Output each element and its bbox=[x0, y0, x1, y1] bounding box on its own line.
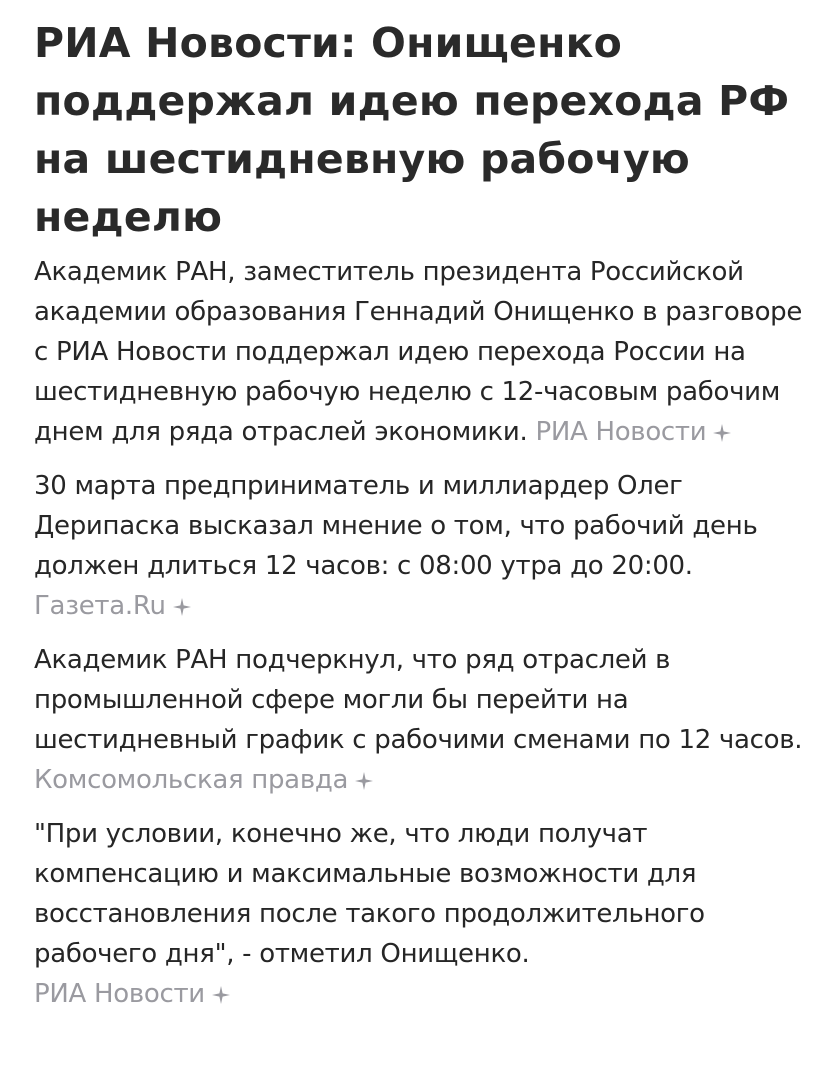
paragraph-2 bbox=[34, 466, 804, 626]
sparkle-icon[interactable] bbox=[211, 985, 231, 1005]
sparkle-icon[interactable] bbox=[712, 423, 732, 443]
paragraph-text: "При условии, конечно же, что люди получат компенсацию и максимальные возможности для восстановления после такого продолжительного рабочего дня", - отметил Онищенко. bbox=[34, 819, 705, 969]
sparkle-icon[interactable] bbox=[172, 597, 192, 617]
paragraph-text: 30 марта предприниматель и миллиардер Олег Дерипаска высказал мнение о том, что рабочий день должен длиться 12 часов: с 08:00 утра до 20:00. bbox=[34, 471, 758, 581]
source-link-gazeta[interactable]: Газета.Ru bbox=[34, 591, 166, 621]
source-link-kp[interactable]: Комсомольская правда bbox=[34, 765, 349, 795]
paragraph-4 bbox=[34, 814, 804, 1014]
source-link-ria-novosti[interactable]: РИА Новости bbox=[34, 979, 205, 1009]
sparkle-icon[interactable] bbox=[354, 771, 374, 791]
source-line bbox=[34, 974, 804, 1014]
paragraph-3 bbox=[34, 640, 804, 800]
article bbox=[34, 14, 804, 1014]
paragraph-1 bbox=[34, 252, 804, 452]
paragraph-text: Академик РАН, заместитель президента Российской академии образования Геннадий Онищенко в разговоре с РИА Новости поддержал идею перехода России на шестидневную рабочую неделю с 12-часовым рабочим днем для ряда отраслей экономики. bbox=[34, 257, 803, 447]
paragraph-text: Академик РАН подчеркнул, что ряд отраслей в промышленной сфере могли бы перейти на шестидневный график с рабочими сменами по 12 часов. bbox=[34, 645, 803, 755]
source-link-ria-novosti[interactable]: РИА Новости bbox=[535, 417, 707, 447]
article-title: РИА Новости: Онищенко поддержал идею перехода РФ на шестидневную рабочую неделю bbox=[34, 19, 790, 241]
